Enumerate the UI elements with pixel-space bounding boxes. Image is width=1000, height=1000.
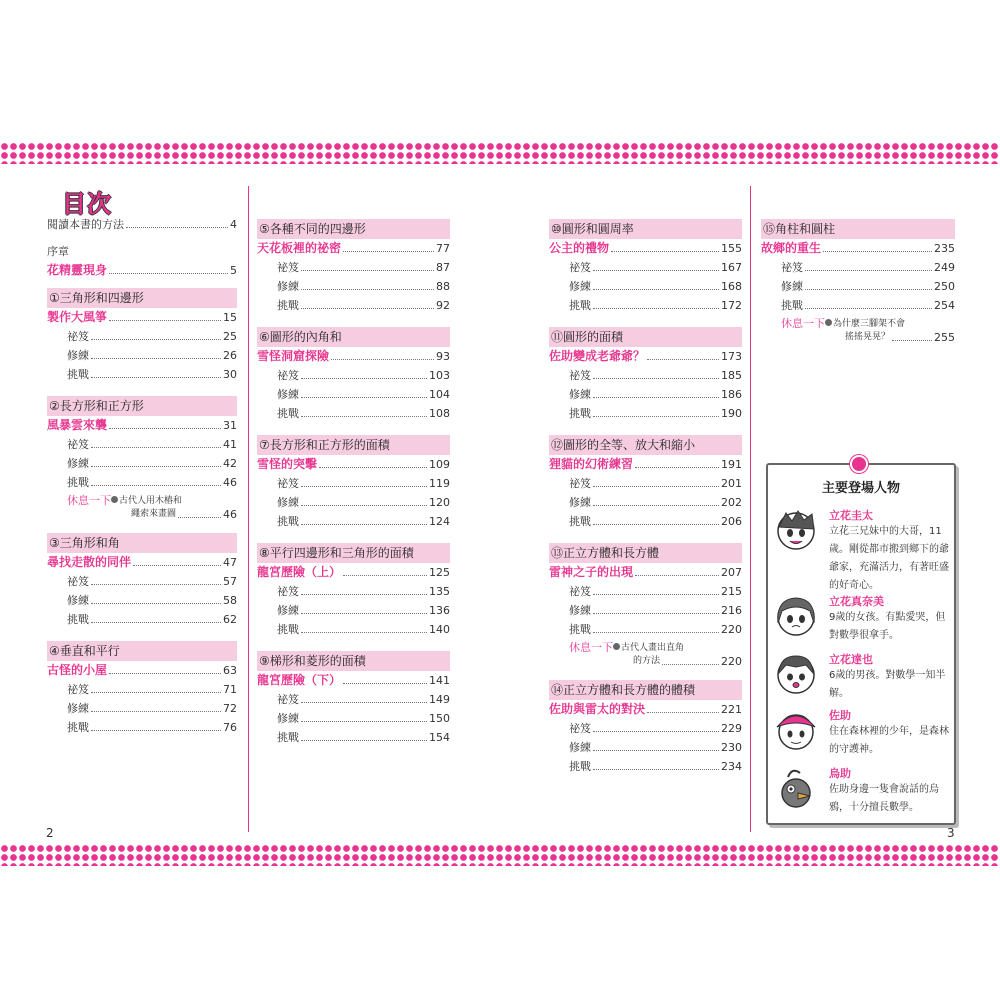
toc-entry[interactable]: 閱讀本書的方法 4 (47, 218, 237, 231)
chapter-sub-entry[interactable]: 修練 88 (277, 280, 450, 293)
chapter-sub-entry[interactable]: 修練 72 (67, 702, 237, 715)
chapter-sub-entry[interactable]: 修練 42 (67, 457, 237, 470)
chapter-sub-entry[interactable]: 修練 104 (277, 388, 450, 401)
chapter-story-entry[interactable]: 狸貓的幻術練習 191 (549, 457, 742, 471)
chapter-sub-entry[interactable]: 修練 216 (569, 604, 742, 617)
page-number-left: 2 (46, 826, 54, 840)
toc-column-1 (47, 215, 237, 737)
chapter-block (47, 641, 237, 737)
chapter-sub-entry[interactable]: 祕笈 25 (67, 330, 237, 343)
toc-entry[interactable]: 花精靈現身 5 (47, 263, 237, 277)
chapter-sub-entry[interactable]: 挑戰 220 (569, 623, 742, 636)
chapter-sub-entry[interactable]: 祕笈 249 (781, 261, 955, 274)
chapter-sub-entry[interactable]: 祕笈 119 (277, 477, 450, 490)
chapter-sub-entry[interactable]: 挑戰 62 (67, 613, 237, 626)
chapter-sub-entry[interactable]: 祕笈 87 (277, 261, 450, 274)
chapter-story-entry[interactable]: 佐助與雷太的對決 221 (549, 702, 742, 716)
chapter-sub-entry[interactable]: 挑戰 140 (277, 623, 450, 636)
characters-title: 主要登場人物 (821, 481, 900, 496)
girl-avatar-icon (774, 593, 818, 637)
character-desc: 住在森林裡的少年，是森林的守護神。 (829, 726, 949, 755)
chapter-block (47, 533, 237, 629)
chapter-story-entry[interactable]: 佐助變成老爺爺？ 173 (549, 349, 742, 363)
chapter-story-entry[interactable]: 公主的禮物 155 (549, 241, 742, 255)
chapter-sub-entry[interactable]: 修練 26 (67, 349, 237, 362)
chapter-sub-entry[interactable]: 祕笈 41 (67, 438, 237, 451)
toc-column-3 (549, 215, 742, 776)
character-desc: 立花三兄妹中的大哥，11歲。剛從都市搬到鄉下的爺爺家，充滿活力，有著旺盛的好奇心。 (829, 526, 949, 591)
chapter-story-entry[interactable]: 雷神之子的出現 207 (549, 565, 742, 579)
chapter-block (257, 219, 450, 315)
chapter-block (549, 219, 742, 315)
chapter-sub-entry[interactable]: 修練 230 (569, 741, 742, 754)
chapter-story-entry[interactable]: 天花板裡的祕密 77 (257, 241, 450, 255)
chapter-heading[interactable]: ⑫圖形的全等、放大和縮小 (549, 435, 742, 455)
chapter-sub-entry[interactable]: 挑戰 30 (67, 368, 237, 381)
chapter-block (549, 543, 742, 668)
chapter-sub-entry[interactable]: 修練 250 (781, 280, 955, 293)
boy-avatar-icon (774, 507, 818, 551)
chapter-block (47, 288, 237, 384)
chapter-heading[interactable]: ⑬正立方體和長方體 (549, 543, 742, 563)
chapter-heading[interactable]: ⑨梯形和菱形的面積 (257, 651, 450, 671)
chapter-story-entry[interactable]: 龍宮歷險（上） 125 (257, 565, 450, 579)
chapter-sub-entry[interactable]: 挑戰 154 (277, 731, 450, 744)
chapter-sub-entry[interactable]: 挑戰 234 (569, 760, 742, 773)
divider-left (248, 186, 249, 832)
chapter-sub-entry[interactable]: 祕笈 215 (569, 585, 742, 598)
toc-title: 目次 (62, 190, 112, 218)
break-entry[interactable]: 休息一下 古代人用木樁和 繩索來畫圖 46 (67, 494, 237, 521)
chapter-block (549, 327, 742, 423)
chapter-heading[interactable]: ⑭正立方體和長方體的體積 (549, 680, 742, 700)
chapter-sub-entry[interactable]: 修練 150 (277, 712, 450, 725)
character-desc: 9歲的女孩。有點愛哭，但對數學很拿手。 (829, 612, 946, 641)
chapter-block (549, 680, 742, 776)
chapter-sub-entry[interactable]: 挑戰 124 (277, 515, 450, 528)
chapter-story-entry[interactable]: 製作大風箏 15 (47, 310, 237, 324)
chapter-sub-entry[interactable]: 祕笈 149 (277, 693, 450, 706)
chapter-heading[interactable]: ③三角形和角 (47, 533, 237, 553)
chapter-heading[interactable]: ②長方形和正方形 (47, 396, 237, 416)
crow-avatar-icon (774, 765, 818, 809)
chapter-sub-entry[interactable]: 挑戰 76 (67, 721, 237, 734)
character-name: 立花真奈美 (829, 595, 884, 608)
bullet-icon (111, 496, 118, 503)
divider-right (750, 186, 751, 832)
chapter-sub-entry[interactable]: 祕笈 229 (569, 722, 742, 735)
chapter-heading[interactable]: ④垂直和平行 (47, 641, 237, 661)
page-number-right: 3 (947, 826, 955, 840)
prologue-label: 序章 (47, 245, 69, 258)
forest-boy-avatar-icon (774, 707, 818, 751)
chapter-sub-entry[interactable]: 挑戰 92 (277, 299, 450, 312)
chapter-block (549, 435, 742, 531)
chapter-heading[interactable]: ⑪圓形的面積 (549, 327, 742, 347)
chapter-sub-entry[interactable]: 祕笈 201 (569, 477, 742, 490)
chapter-sub-entry[interactable]: 修練 58 (67, 594, 237, 607)
chapter-sub-entry[interactable]: 挑戰 108 (277, 407, 450, 420)
character-name: 佐助 (829, 709, 851, 722)
chapter-story-entry[interactable]: 故鄉的重生 235 (761, 241, 955, 255)
break-entry[interactable]: 休息一下 古代人畫出直角 的方法 220 (569, 641, 742, 668)
characters-box (766, 463, 956, 825)
chapter-story-entry[interactable]: 雪怪洞窟探險 93 (257, 349, 450, 363)
top-dot-border (0, 142, 1000, 164)
chapter-sub-entry[interactable]: 祕笈 71 (67, 683, 237, 696)
chapter-sub-entry[interactable]: 修練 136 (277, 604, 450, 617)
bottom-dot-border (0, 844, 1000, 866)
character-name: 立花達也 (829, 653, 873, 666)
chapter-heading[interactable]: ⑤各種不同的四邊形 (257, 219, 450, 239)
toc-column-2 (257, 215, 450, 747)
chapter-block (761, 219, 955, 344)
bullet-icon (613, 643, 620, 650)
pin-icon (850, 455, 868, 473)
chapter-sub-entry[interactable]: 挑戰 190 (569, 407, 742, 420)
bullet-icon (825, 319, 832, 326)
chapter-sub-entry[interactable]: 修練 186 (569, 388, 742, 401)
break-entry[interactable]: 休息一下 為什麼三腳架不會 搖搖晃晃？ 255 (781, 317, 955, 344)
small-boy-avatar-icon (774, 651, 818, 695)
chapter-block (257, 651, 450, 747)
character-desc: 6歲的男孩。對數學一知半解。 (829, 670, 946, 699)
chapter-heading[interactable]: ⑥圖形的內角和 (257, 327, 450, 347)
chapter-story-entry[interactable]: 尋找走散的同伴 47 (47, 555, 237, 569)
chapter-story-entry[interactable]: 龍宮歷險（下） 141 (257, 673, 450, 687)
chapter-heading[interactable]: ⑩圓形和圓周率 (549, 219, 742, 239)
chapter-story-entry[interactable]: 雪怪的突擊 109 (257, 457, 450, 471)
chapter-story-entry[interactable]: 風暴雲來襲 31 (47, 418, 237, 432)
chapter-heading[interactable]: ⑮角柱和圓柱 (761, 219, 955, 239)
chapter-sub-entry[interactable]: 祕笈 103 (277, 369, 450, 382)
chapter-story-entry[interactable]: 古怪的小屋 63 (47, 663, 237, 677)
chapter-sub-entry[interactable]: 修練 168 (569, 280, 742, 293)
chapter-block (257, 327, 450, 423)
chapter-heading[interactable]: ⑦長方形和正方形的面積 (257, 435, 450, 455)
chapter-sub-entry[interactable]: 修練 202 (569, 496, 742, 509)
character-name: 立花圭太 (829, 509, 873, 522)
chapter-block (257, 543, 450, 639)
toc-column-4 (761, 215, 955, 344)
chapter-sub-entry[interactable]: 祕笈 185 (569, 369, 742, 382)
character-name: 烏助 (829, 767, 851, 780)
chapter-block (257, 435, 450, 531)
chapter-sub-entry[interactable]: 挑戰 254 (781, 299, 955, 312)
chapter-block (47, 396, 237, 521)
character-desc: 佐助身邊一隻會說話的烏鴉，十分擅長數學。 (829, 784, 939, 813)
chapter-sub-entry[interactable]: 祕笈 167 (569, 261, 742, 274)
chapter-heading[interactable]: ①三角形和四邊形 (47, 288, 237, 308)
chapter-sub-entry[interactable]: 祕笈 57 (67, 575, 237, 588)
chapter-sub-entry[interactable]: 挑戰 46 (67, 476, 237, 489)
chapter-sub-entry[interactable]: 修練 120 (277, 496, 450, 509)
chapter-sub-entry[interactable]: 祕笈 135 (277, 585, 450, 598)
chapter-heading[interactable]: ⑧平行四邊形和三角形的面積 (257, 543, 450, 563)
chapter-sub-entry[interactable]: 挑戰 172 (569, 299, 742, 312)
chapter-sub-entry[interactable]: 挑戰 206 (569, 515, 742, 528)
